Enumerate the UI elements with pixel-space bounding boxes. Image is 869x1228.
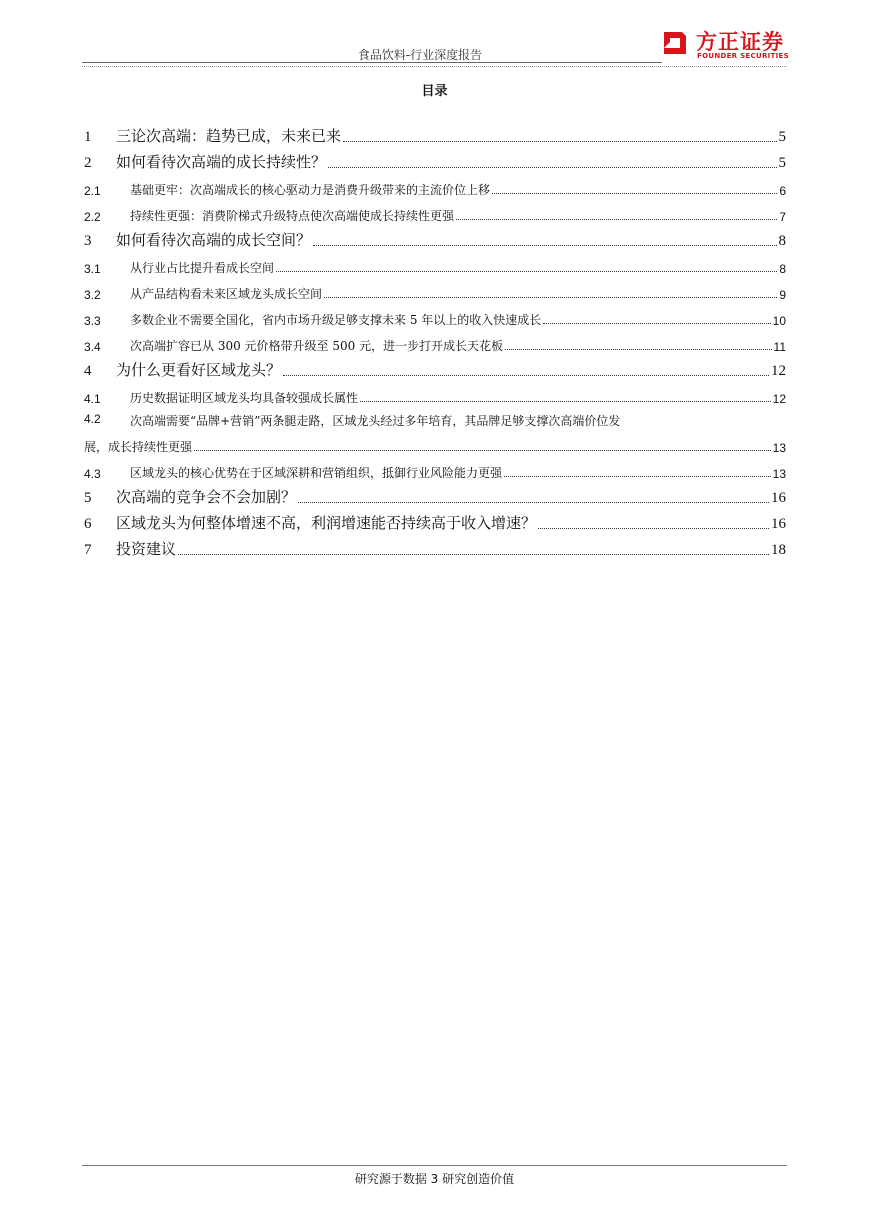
toc-entry-page: 10	[772, 314, 786, 328]
toc-entry-page: 16	[771, 516, 786, 532]
toc-entry-number: 7	[84, 542, 92, 558]
toc-entry-page: 9	[779, 288, 786, 302]
footer-rule	[82, 1165, 787, 1166]
founder-logo-icon	[660, 28, 690, 58]
toc-entry-label: 历史数据证明区域龙头均具备较强成长属性	[130, 391, 359, 405]
toc-leader-dots	[505, 349, 771, 350]
toc-leader-dots	[324, 297, 777, 298]
toc-entry-page: 18	[771, 542, 786, 558]
toc-entry-page: 8	[778, 233, 786, 249]
toc-entry-label: 次高端扩容已从 300 元价格带升级至 500 元，进一步打开成长天花板	[130, 339, 504, 353]
toc-entry-page: 5	[778, 129, 786, 145]
toc-entry-number: 3.1	[84, 262, 101, 276]
toc-entry-page: 6	[779, 184, 786, 198]
logo-english-name: FOUNDER SECURITIES	[697, 52, 789, 60]
toc-entry[interactable]	[84, 250, 786, 276]
toc-entry[interactable]	[84, 328, 786, 354]
toc-entry[interactable]	[84, 120, 786, 146]
toc-entry-label: 投资建议	[116, 540, 177, 558]
toc-entry-label: 次高端的竞争会不会加剧？	[116, 488, 297, 506]
toc-entry-label: 区域龙头的核心优势在于区域深耕和营销组织，抵御行业风险能力更强	[130, 466, 503, 480]
toc-entry-label: 如何看待次高端的成长空间？	[116, 231, 312, 249]
toc-entry-number: 3.3	[84, 314, 101, 328]
toc-leader-dots	[456, 219, 777, 220]
toc-leader-dots	[313, 245, 776, 246]
toc-entry[interactable]	[84, 406, 786, 455]
toc-entry-page: 5	[778, 155, 786, 171]
toc-entry[interactable]	[84, 507, 786, 533]
toc-entry-number: 1	[84, 129, 92, 145]
toc-entry[interactable]	[84, 481, 786, 507]
toc-entry-page: 11	[773, 340, 786, 354]
toc-entry-label: 三论次高端：趋势已成，未来已来	[116, 127, 342, 145]
founder-securities-logo	[660, 26, 790, 62]
toc-title: 目录	[421, 84, 448, 99]
toc-entry-number: 5	[84, 490, 92, 506]
toc-entry-number: 4.3	[84, 467, 101, 481]
toc-entry[interactable]	[84, 276, 786, 302]
toc-entry-number: 2	[84, 155, 92, 171]
toc-entry-label: 区域龙头为何整体增速不高，利润增速能否持续高于收入增速？	[116, 514, 537, 532]
toc-entry-page: 13	[772, 441, 786, 455]
toc-leader-dots	[538, 528, 769, 529]
toc-entry-number: 4	[84, 363, 92, 379]
toc-entry-page: 12	[772, 392, 786, 406]
toc-leader-dots	[492, 193, 777, 194]
toc-entry[interactable]	[84, 224, 786, 250]
toc-leader-dots	[504, 476, 771, 477]
toc-entry-label: 次高端需要“品牌+营销”两条腿走路，区域龙头经过多年培育，其品牌足够支撑次高端价位发	[130, 414, 621, 428]
toc-entry-number: 4.2	[84, 412, 101, 426]
toc-leader-dots	[298, 502, 769, 503]
header-dotted-rule	[82, 66, 787, 67]
toc-entry-page: 7	[779, 210, 786, 224]
table-of-contents	[84, 120, 786, 559]
toc-entry-number: 3.2	[84, 288, 101, 302]
toc-entry-number: 3	[84, 233, 92, 249]
header-rule	[82, 62, 662, 63]
toc-entry-number: 2.1	[84, 184, 101, 198]
toc-entry[interactable]	[84, 172, 786, 198]
footer-slogan: 研究源于数据 3 研究创造价值	[354, 1172, 515, 1186]
toc-leader-dots	[178, 554, 769, 555]
toc-entry[interactable]	[84, 455, 786, 481]
toc-entry-label: 基础更牢：次高端成长的核心驱动力是消费升级带来的主流价位上移	[130, 183, 491, 197]
toc-entry-label: 持续性更强：消费阶梯式升级特点使次高端使成长持续性更强	[130, 209, 455, 223]
toc-leader-dots	[283, 375, 769, 376]
toc-entry-label: 如何看待次高端的成长持续性？	[116, 153, 327, 171]
toc-entry-page: 13	[772, 467, 786, 481]
toc-leader-dots	[194, 450, 771, 451]
toc-entry[interactable]	[84, 380, 786, 406]
report-category: 食品饮料-行业深度报告	[357, 48, 483, 62]
toc-entry[interactable]	[84, 146, 786, 172]
toc-entry-label: 多数企业不需要全国化，省内市场升级足够支撑未来 5 年以上的收入快速成长	[130, 313, 542, 327]
toc-entry[interactable]	[84, 198, 786, 224]
toc-entry-number: 4.1	[84, 392, 101, 406]
toc-leader-dots	[543, 323, 770, 324]
toc-entry-number: 3.4	[84, 340, 101, 354]
toc-leader-dots	[328, 167, 776, 168]
toc-entry-label: 从产品结构看未来区域龙头成长空间	[130, 287, 323, 301]
toc-entry[interactable]	[84, 533, 786, 559]
toc-entry-label: 为什么更看好区域龙头？	[116, 361, 282, 379]
toc-entry[interactable]	[84, 354, 786, 380]
toc-entry[interactable]	[84, 302, 786, 328]
toc-entry-page: 16	[771, 490, 786, 506]
toc-entry-page: 12	[771, 363, 786, 379]
toc-entry-number: 6	[84, 516, 92, 532]
toc-entry-page: 8	[779, 262, 786, 276]
toc-entry-label: 从行业占比提升看成长空间	[130, 261, 275, 275]
toc-leader-dots	[360, 401, 771, 402]
toc-entry-number: 2.2	[84, 210, 101, 224]
toc-leader-dots	[343, 141, 776, 142]
logo-chinese-name: 方正证券	[696, 30, 784, 54]
toc-leader-dots	[276, 271, 777, 272]
toc-entry-label-continued: 展，成长持续性更强	[84, 440, 193, 454]
